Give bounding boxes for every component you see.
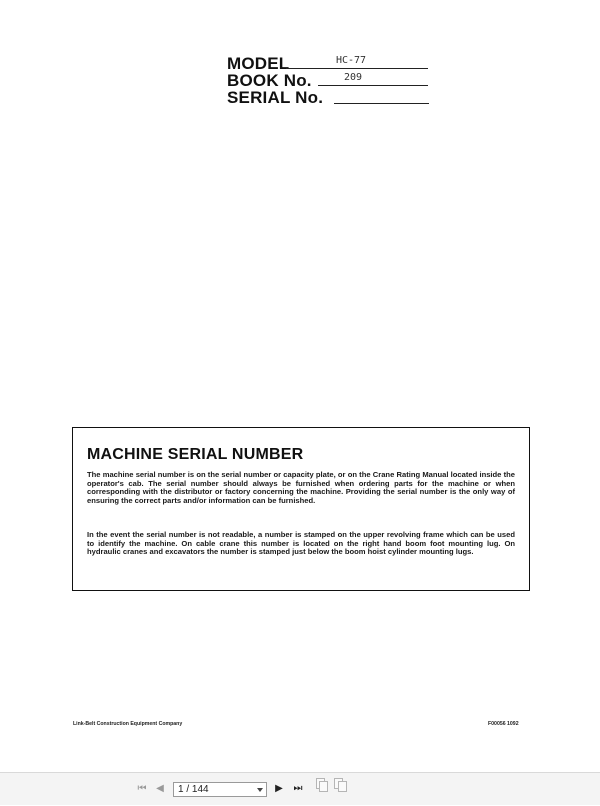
notice-paragraph-2: In the event the serial number is not readable, a number is stamped on the upper revolving frame which can be used to identify the machine. On cable crane this number is located on the right hand boom foot mounting lug. On hydraulic cranes and excavators the number is stamped just below the boom hoist cylinder mounting lugs. — [87, 530, 515, 557]
next-page-icon[interactable]: ▶ — [275, 783, 283, 794]
book-label: BOOK No. — [227, 71, 312, 90]
company-footer: Link-Belt Construction Equipment Company — [73, 721, 183, 727]
single-page-view-icon[interactable] — [314, 773, 328, 806]
viewer-toolbar — [0, 772, 600, 805]
serial-number-notice-box — [72, 427, 530, 591]
model-underline — [286, 68, 428, 69]
page-indicator: 1 / 144 — [178, 784, 209, 795]
notice-title: MACHINE SERIAL NUMBER — [87, 446, 304, 463]
book-value: 209 — [343, 72, 363, 83]
chevron-down-icon — [257, 788, 263, 792]
notice-paragraph-1: The machine serial number is on the serial number or capacity plate, or on the Crane Rating Manual located inside the operator's cab. The serial number should always be furnished when ordering parts for the machine or when corresponding with the distributor or factory concerning the machine. Providing the serial number is the only way of ensuring the correct parts and/or information can be furnished. — [87, 470, 515, 506]
book-underline — [318, 85, 428, 86]
serial-underline — [334, 103, 429, 104]
two-page-view-icon[interactable] — [332, 773, 348, 806]
serial-label: SERIAL No. — [227, 88, 324, 107]
form-code: F00056 1092 — [488, 721, 519, 727]
page-sheet-icon — [319, 781, 328, 792]
last-page-icon[interactable]: ⏭ — [293, 783, 303, 794]
page-sheet-icon — [338, 781, 347, 792]
model-label: MODEL — [227, 54, 290, 73]
model-value: HC-77 — [335, 55, 367, 66]
first-page-icon[interactable]: ⏮ — [137, 783, 147, 794]
page-selector[interactable] — [173, 782, 267, 797]
previous-page-icon[interactable]: ◀ — [156, 783, 164, 794]
